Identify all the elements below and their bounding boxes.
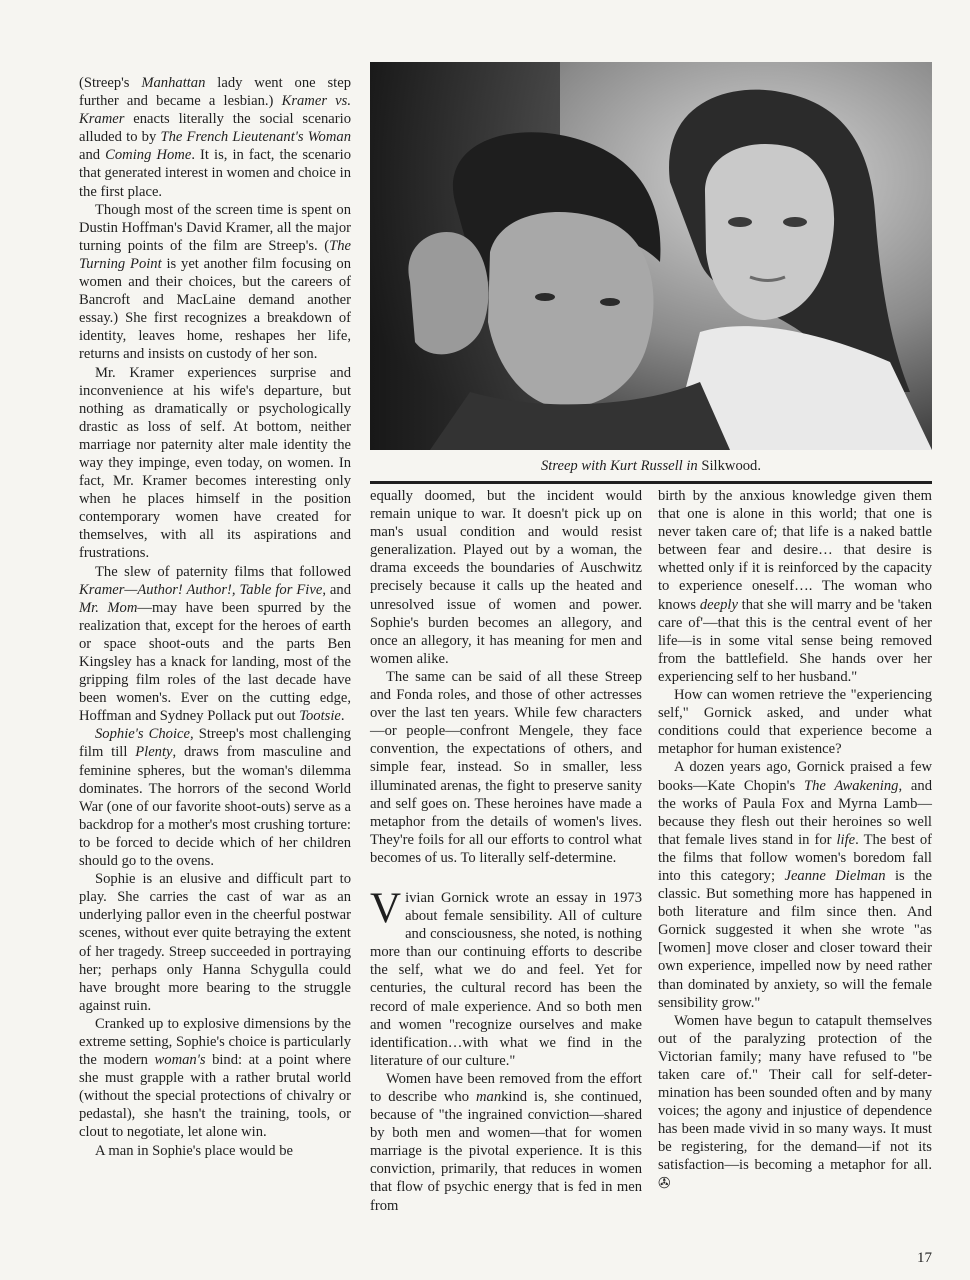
paragraph-dropcap <box>370 884 642 1070</box>
paragraph: Though most of the screen time is spent on Dustin Hoffman's David Kramer, all the major turning points of the film are Streep's. (The Turning Point is yet another film focusing on women and their choices, but the careers of Bancroft and MacLaine demand another essay.) She first recognizes a breakdown of identity, leaves home, reshapes her life, returns and insists on custody of her son. <box>79 201 352 363</box>
paragraph: How can women retrieve the "experiencing self," Gornick asked, and under what conditions could that experience become a metaphor for human existence? <box>658 687 932 758</box>
paragraph: equally doomed, but the incident would remain unique to war. It doesn't pick up on man's usual condition and would resist generalization. Played out by a woman, the drama exceeds the boundaries of Auschwitz precisely because it calls up the heated and unresolved issue of women and power. Sophie's burden becomes an allegory, and once an allegory, it has meaning for men and women alike. <box>370 488 642 667</box>
paragraph: birth by the anxious knowledge given them that one is alone in this world; that one is never taken care of; that life is a naked battle between fear and desire… that desire is whetted only if it is reinforced by the capacity to experience oneself…. The woman who knows deeply that she will marry and be 'taken care of'—that this is the central event of her life—is in some vital sense being removed from the battlefield. She hands over her experiencing self to her husband." <box>658 488 932 685</box>
paragraph: Sophie's Choice, Streep's most challenging film till Plenty, draws from masculine and feminine spheres, but the woman's dilemma dominates. The horrors of the second World War (one of our favorite shoot-outs) serve as a backdrop for a mother's most crushing torture: to be forced to decide which of her children should go to the ovens. <box>79 726 351 870</box>
text-column-3 <box>658 487 932 1193</box>
paragraph <box>658 1012 932 1193</box>
film-still-photo <box>370 62 932 450</box>
paragraph: The slew of paternity films that followed Kramer—Author! Author!, Table for Five, and Mr. Mom—may have been spurred by the realization that, except for the heroes of earth or space shoot-outs and the parts Ben Kingsley has a knack for landing, most of the gripping film roles of the last decade have been women's. Ever on the cutting edge, Hoffman and Sydney Pollack put out Tootsie. <box>79 563 352 725</box>
caption-text: Streep with Kurt Russell in <box>540 458 702 474</box>
caption-rule <box>370 481 932 484</box>
text-column-2 <box>370 487 642 1215</box>
paragraph: Cranked up to explosive dimensions by the extreme setting, Sophie's choice is particularly the modern woman's bind: at a point where she must grapple with a rather brutal world (without the special protections of chivalry or pedastal), she hasn't the training, tools, or clout to negotiate, let alone win. <box>79 1015 351 1141</box>
section-gap <box>370 867 642 889</box>
paragraph-text: Women have begun to catapult themselves out of the paralyzing protection of the Victorian family; many have refused to "be taken care of." Their call for self-determination has been sounded often and by many voices; the agony and injustice of dependence has been made vivid in so many ways. It must be registering, for the demand—if not its satisfaction—is becoming a metaphor for all. <box>658 1012 932 1174</box>
paragraph: The same can be said of all these Streep and Fonda roles, and those of other actresses over the last ten years. While few characters—or people—confront Mengele, they face convention, the expectations of others, and simple fear, instead. So in smaller, less illuminated arenas, the fight to preserve sanity and self goes on. These heroines have made a metaphor from the details of women's lives. They're foils for all our efforts to control what becomes of us. To literally self-determine. <box>370 668 642 866</box>
paragraph: (Streep's Manhattan lady went one step further and became a lesbian.) Kramer vs. Kramer enacts literally the social scenario alluded to by The French Lieutenant's Woman and Coming Home. It is, in fact, the scenario that generated interest in women and choice in the first place. <box>79 75 351 200</box>
page-number: 17 <box>917 1250 932 1266</box>
photo-illustration <box>370 62 932 450</box>
paragraph: Sophie is an elusive and difficult part to play. She carries the cast of war as an underlying pallor even in the cheerful postwar scenes, without ever quite betraying the extent of her tragedy. Streep succeeded in portraying her; perhaps only Hanna Schygulla could have brought more bearing to the struggle against ruin. <box>79 871 351 1014</box>
drop-cap: V <box>370 884 402 932</box>
paragraph: Women have been removed from the effort to describe who mankind is, she continued, because of "the ingrained conviction—shared by both men and women—that for women marriage is the pivotal experience. It is this conviction, primarily, that reduces in women that flow of psychic energy that is fed in men from <box>370 1070 642 1214</box>
paragraph: A man in Sophie's place would be <box>95 1142 293 1159</box>
paragraph: A dozen years ago, Gornick praised a few books—Kate Chopin's The Awakening, and the works of Paula Fox and Myrna Lamb—because they flesh out their heroines so well that female lives stand in for life. The best of the films that follow women's boredom fall into this category; Jeanne Dielman is the classic. But something more has happened in both literature and film since then. And Gornick suggested it when she wrote "as [women] move closer and closer toward their own experience, impelled now by need rather than dominated by anxiety, so will the female sensibility grow." <box>658 759 932 1011</box>
caption-film-title: Silkwood. <box>701 458 761 474</box>
paragraph-text: ivian Gornick wrote an essay in 1973 about female sensibility. All of culture and consciousness, she noted, is nothing more than our continuing efforts to describe the self, what we do and feel. Yet for centuries, the cultural record has been the record of male experience. And so both men and women "recognize ourselves and make identification…with what we find in the literature of our culture." <box>370 889 642 1069</box>
paragraph: Mr. Kramer experiences surprise and inconvenience at his wife's departure, but nothing as dramatically or psychologically drastic as loss of self. At bottom, neither marriage nor paternity alter male identity the way they impinge, even today, on women. In fact, Mr. Kramer becomes interesting only when he places himself in the position contemporary women have created for themselves, with all its aspirations and frustrations. <box>79 364 351 562</box>
text-column-1 <box>79 74 351 1160</box>
photo-caption <box>370 458 932 475</box>
end-mark-icon: ✇ <box>658 1175 671 1192</box>
